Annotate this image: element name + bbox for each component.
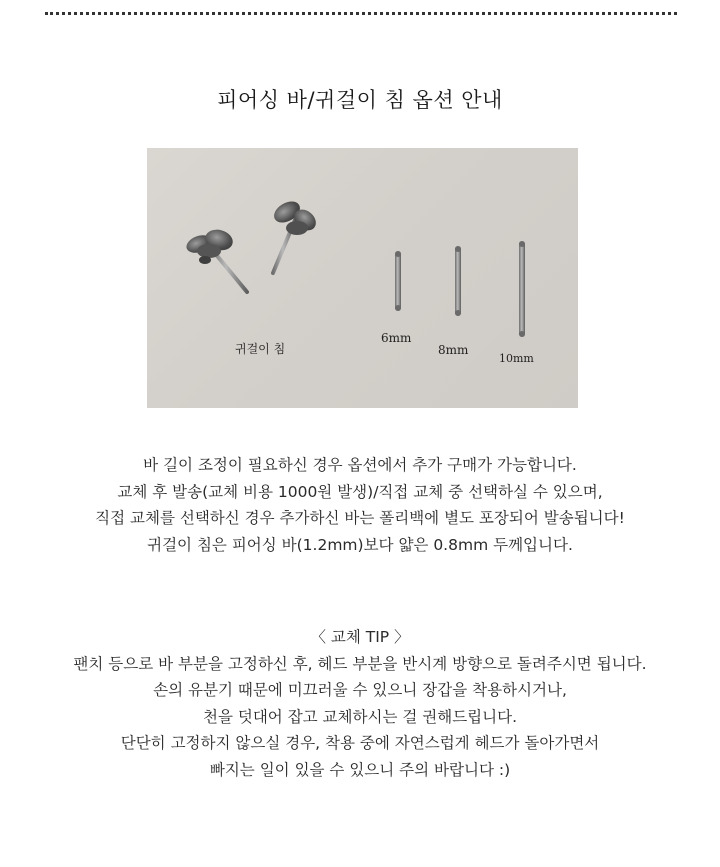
earring-pin-label: 귀걸이 침 bbox=[235, 342, 286, 356]
info-line: 교체 후 발송(교체 비용 1000원 발생)/직접 교체 중 선택하실 수 있으며, bbox=[117, 482, 603, 501]
bar-8mm bbox=[455, 246, 461, 316]
bar-10mm-label: 10mm bbox=[499, 352, 534, 365]
dotted-divider bbox=[45, 12, 677, 15]
tip-line: 천을 덧대어 잡고 교체하시는 걸 권해드립니다. bbox=[202, 707, 518, 726]
tip-line: 팬치 등으로 바 부분을 고정하신 후, 헤드 부분을 반시계 방향으로 돌려주시면 됩니다. bbox=[73, 654, 647, 673]
option-info bbox=[0, 452, 720, 558]
page-title: 피어싱 바/귀걸이 침 옵션 안내 bbox=[217, 88, 503, 112]
tip-heading: 〈 교체 TIP 〉 bbox=[310, 628, 410, 646]
bar-6mm bbox=[395, 251, 401, 311]
info-line: 바 길이 조정이 필요하신 경우 옵션에서 추가 구매가 가능합니다. bbox=[143, 456, 577, 474]
earring-pin-right bbox=[270, 197, 320, 273]
product-photo bbox=[147, 148, 578, 408]
tip-line: 단단히 고정하지 않으실 경우, 착용 중에 자연스럽게 헤드가 돌아가면서 bbox=[120, 734, 600, 752]
bar-10mm bbox=[519, 241, 525, 337]
tip-line: 빠지는 일이 있을 수 있으니 주의 바랍니다 :) bbox=[209, 760, 511, 779]
info-line: 직접 교체를 선택하신 경우 추가하신 바는 폴리백에 별도 포장되어 발송됩니다! bbox=[95, 509, 625, 527]
bar-8mm-label: 8mm bbox=[438, 343, 469, 357]
tip-line: 손의 유분기 때문에 미끄러울 수 있으니 장갑을 착용하시거나, bbox=[153, 681, 567, 699]
info-line: 귀걸이 침은 피어싱 바(1.2mm)보다 얇은 0.8mm 두께입니다. bbox=[147, 535, 573, 554]
earring-pin-left bbox=[184, 227, 247, 292]
tip-section bbox=[0, 624, 720, 783]
pins-illustration bbox=[147, 148, 578, 408]
bar-6mm-label: 6mm bbox=[381, 331, 412, 345]
